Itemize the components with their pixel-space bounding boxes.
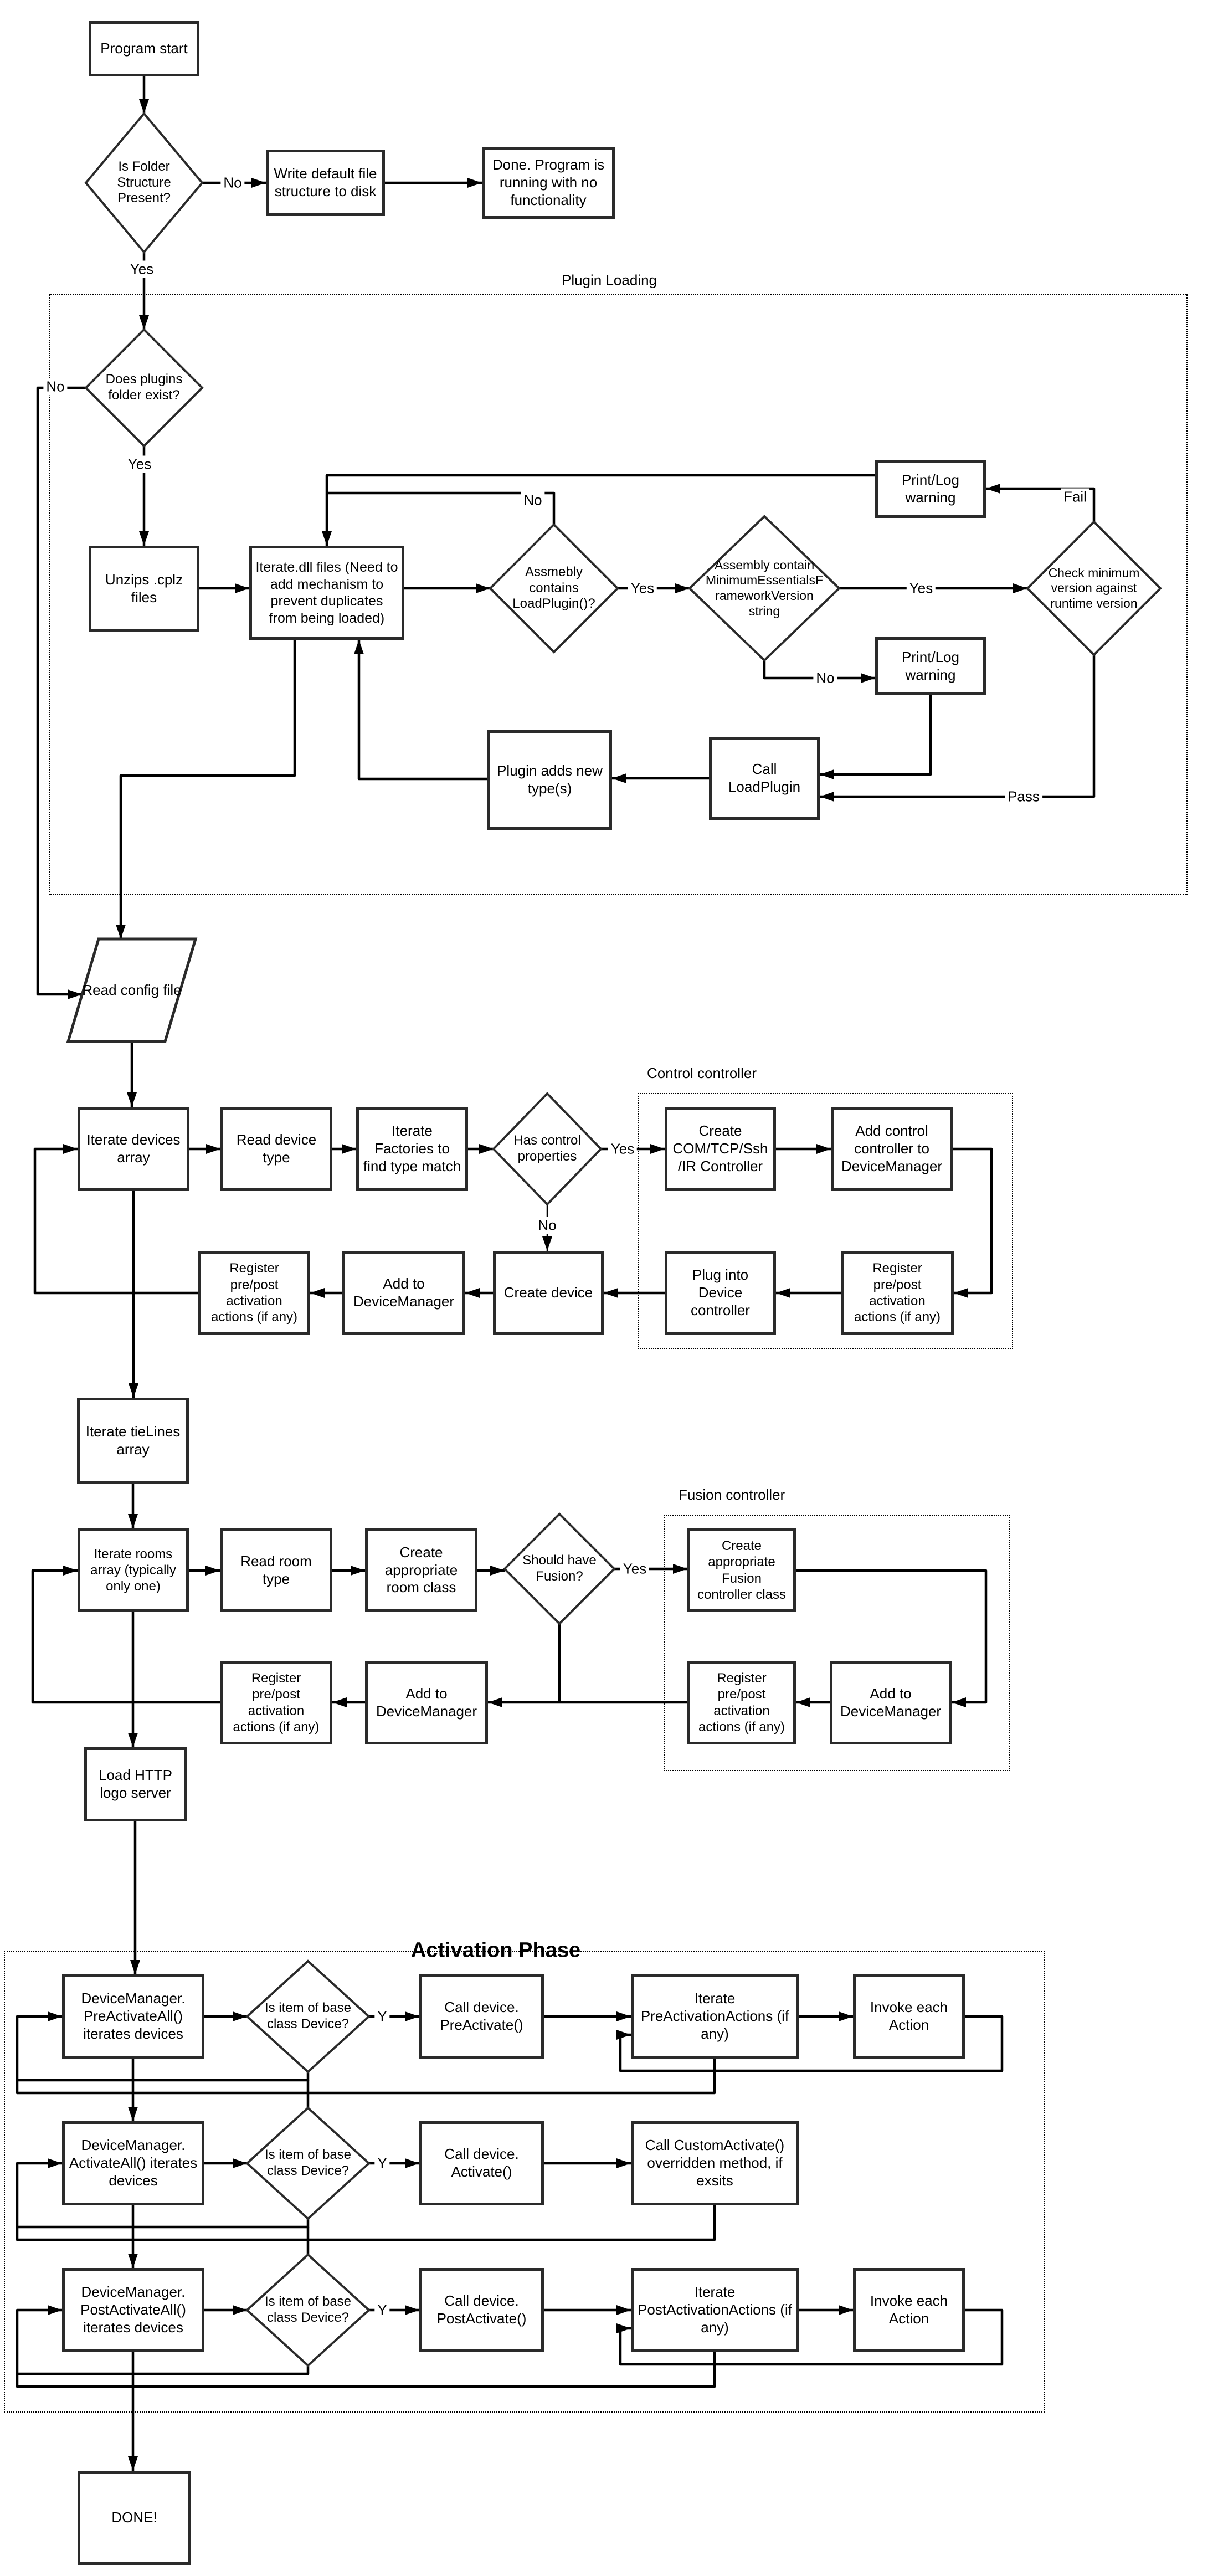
edge-label-hascontrol-no: No — [535, 1217, 559, 1234]
node-r2-call-customactivate: Call CustomActivate() overridden method, if exsits — [631, 2121, 799, 2205]
node-printlog-warning-1: Print/Log warning — [875, 460, 986, 518]
edge-iteratedll-to-readconfig — [121, 640, 295, 939]
edge-label-r2-y: Y — [374, 2155, 389, 2172]
edge-label-hascontrol-yes: Yes — [608, 1141, 637, 1158]
node-r3-iterate-postactivationactions: Iterate PostActivationActions (if any) — [631, 2268, 799, 2352]
node-r1-iterate-preactivationactions: Iterate PreActivationActions (if any) — [631, 1974, 799, 2059]
node-done-final: DONE! — [78, 2471, 191, 2565]
edge-pluginadds-to-iteratedll — [359, 640, 487, 779]
edge-label-plugins-no: No — [43, 378, 67, 396]
edge-r1-iterate-return — [17, 2059, 715, 2093]
node-read-config-label: Read config file — [82, 981, 182, 998]
edge-label-r1-y: Y — [374, 2008, 389, 2025]
edge-label-checkversion-fail: Fail — [1061, 489, 1089, 506]
node-plugin-adds-types: Plugin adds new type(s) — [487, 730, 612, 830]
node-r3-postactivateall: DeviceManager. PostActivateAll() iterates devices — [62, 2268, 204, 2352]
edge-label-essentials-no: No — [813, 670, 837, 687]
node-r1-invoke-each-action: Invoke each Action — [853, 1974, 965, 2059]
activation-phase-group-title: Activation Phase — [410, 1938, 581, 1962]
edge-r2-custom-return — [17, 2205, 715, 2240]
node-register-prepost-fusion: Register pre/post activation actions (if any) — [687, 1661, 796, 1744]
node-add-to-devicemanager-fusion: Add to DeviceManager — [830, 1661, 952, 1744]
node-r2-call-activate: Call device. Activate() — [419, 2121, 544, 2205]
edge-r3-iterate-return — [17, 2352, 715, 2387]
node-iterate-tielines: Iterate tieLines array — [77, 1398, 189, 1484]
node-call-loadplugin: Call LoadPlugin — [709, 737, 820, 820]
node-plug-into-device-controller: Plug into Device controller — [665, 1251, 776, 1335]
node-create-com-controller: Create COM/TCP/Ssh /IR Controller — [665, 1107, 776, 1191]
plugin-loading-group-title: Plugin Loading — [561, 271, 657, 289]
edge-label-loadplugin-yes: Yes — [628, 580, 657, 597]
edge-printlog1-to-iteratedll — [327, 475, 875, 546]
edge-label-fusion-yes: Yes — [620, 1561, 649, 1578]
node-create-device: Create device — [493, 1251, 604, 1335]
node-read-device-type: Read device type — [220, 1107, 332, 1191]
edge-label-r3-y: Y — [374, 2302, 389, 2319]
node-hascontrol-diamond-label: Has control properties — [513, 1133, 581, 1164]
node-register-prepost-control: Register pre/post activation actions (if any) — [841, 1251, 954, 1335]
control-controller-group-title: Control controller — [647, 1065, 757, 1081]
node-r2-diamond-label: Is item of base class Device? — [264, 2147, 352, 2178]
edge-label-checkversion-pass: Pass — [1005, 788, 1042, 805]
node-loadplugin-diamond-label: Assmebly contains LoadPlugin()? — [512, 564, 595, 612]
node-add-control-controller: Add control controller to DeviceManager — [831, 1107, 953, 1191]
node-load-http-logo-server: Load HTTP logo server — [84, 1747, 187, 1821]
node-plugins-folder-diamond-label: Does plugins folder exist? — [105, 372, 183, 403]
node-create-room-class: Create appropriate room class — [365, 1528, 477, 1612]
node-register-prepost-rooms: Register pre/post activation actions (if any) — [220, 1661, 332, 1744]
edge-printlog2-to-call — [820, 695, 931, 774]
node-done-no-functionality: Done. Program is running with no functionality — [482, 147, 615, 219]
node-read-room-type: Read room type — [220, 1528, 332, 1612]
node-register-prepost-device: Register pre/post activation actions (if any) — [198, 1251, 310, 1335]
node-write-default: Write default file structure to disk — [266, 150, 385, 216]
edge-addcontrol-to-registerctrl — [953, 1149, 991, 1293]
edge-label-loadplugin-no: No — [521, 492, 544, 509]
edge-loadplugin-no — [327, 493, 554, 525]
node-r1-diamond-label: Is item of base class Device? — [264, 2000, 352, 2031]
edge-label-plugins-yes: Yes — [125, 456, 154, 473]
node-iterate-dll: Iterate.dll files (Need to add mechanism to prevent duplicates from being loaded) — [249, 546, 404, 640]
edge-label-essentials-yes: Yes — [907, 580, 936, 597]
edge-label-folder-no: No — [220, 175, 244, 192]
node-folder-structure-diamond-label: Is Folder Structure Present? — [117, 158, 171, 206]
node-iterate-factories: Iterate Factories to find type match — [356, 1107, 468, 1191]
node-r1-preactivateall: DeviceManager. PreActivateAll() iterates devices — [62, 1974, 204, 2059]
edge-plugins-no-to-readconfig — [38, 388, 86, 994]
node-fusion-diamond-label: Should have Fusion? — [522, 1553, 597, 1584]
node-iterate-rooms: Iterate rooms array (typically only one) — [78, 1528, 189, 1612]
node-r3-invoke-each-action: Invoke each Action — [853, 2268, 965, 2352]
node-r1-call-preactivate: Call device. PreActivate() — [419, 1974, 544, 2059]
node-printlog-warning-2: Print/Log warning — [875, 637, 986, 695]
node-unzips-cplz: Unzips .cplz files — [89, 546, 199, 632]
node-r3-diamond-label: Is item of base class Device? — [264, 2294, 352, 2325]
node-add-to-devicemanager-rooms: Add to DeviceManager — [365, 1661, 488, 1744]
node-essentials-diamond-label: Assembly contain MinimumEssentialsFrameworkVersion string — [705, 557, 824, 618]
node-iterate-devices: Iterate devices array — [78, 1107, 189, 1191]
node-create-fusion-controller: Create appropriate Fusion controller class — [687, 1528, 796, 1612]
node-program-start: Program start — [89, 21, 199, 76]
node-r3-call-postactivate: Call device. PostActivate() — [419, 2268, 544, 2352]
node-checkversion-diamond-label: Check minimum version against runtime version — [1048, 565, 1140, 610]
node-add-to-devicemanager-device: Add to DeviceManager — [342, 1251, 465, 1335]
edge-label-folder-yes: Yes — [127, 261, 156, 278]
fusion-controller-group-title: Fusion controller — [679, 1486, 785, 1503]
node-r2-activateall: DeviceManager. ActivateAll() iterates devices — [62, 2121, 204, 2205]
